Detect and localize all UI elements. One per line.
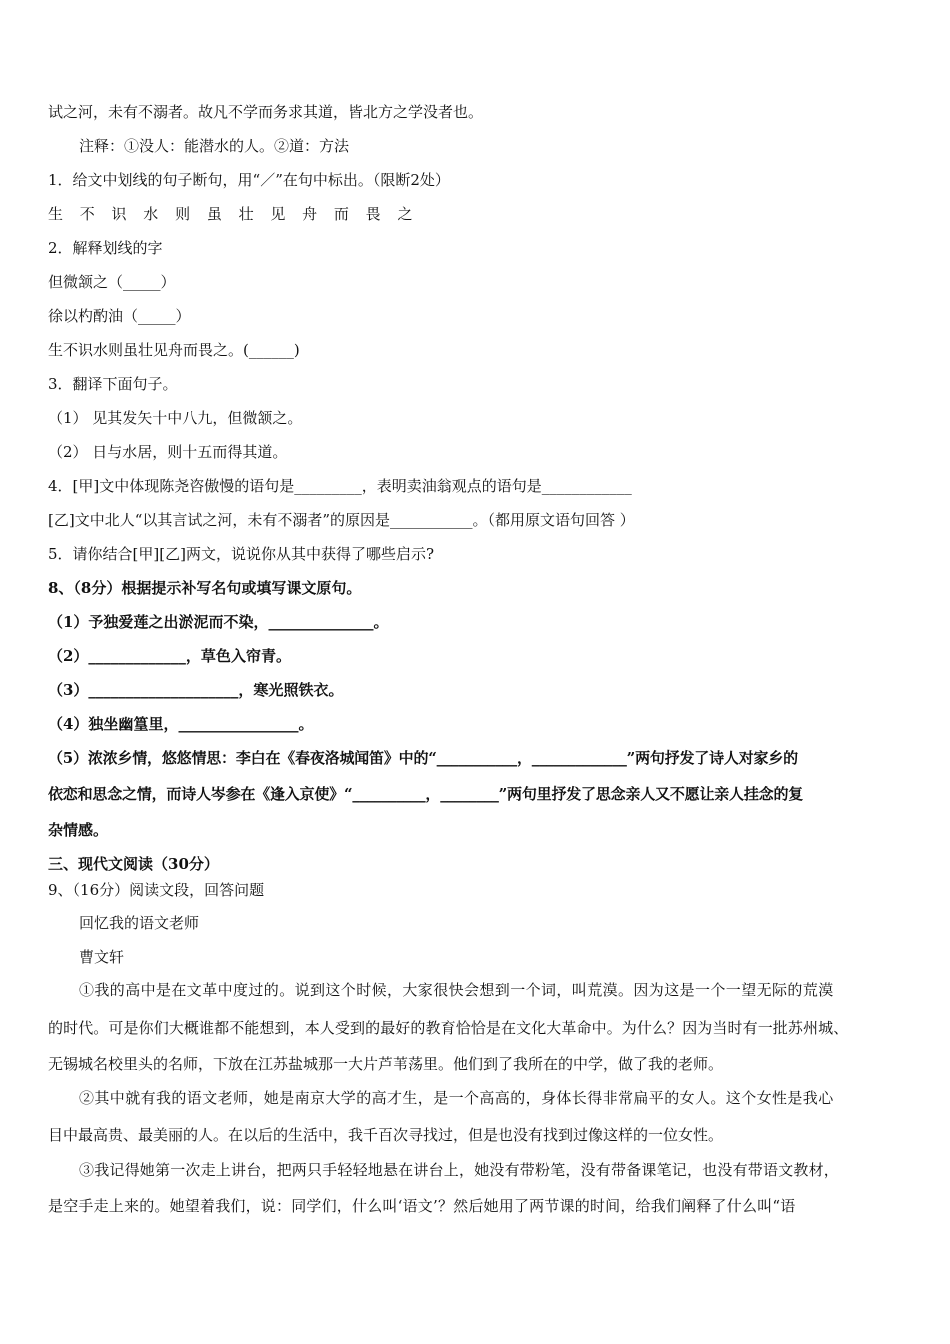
question-4-part-2: [乙]文中北人“以其言试之河，未有不溺者”的原因是___________。（都用原文语句回答 ） <box>48 511 635 529</box>
question-3: 3．翻译下面句子。 <box>48 375 178 393</box>
question-9: 9、（16分）阅读文段，回答问题 <box>48 881 265 899</box>
paragraph-line: ③我记得她第一次走上讲台，把两只手轻轻地悬在讲台上，她没有带粉笔，没有带备课笔记，也没有带语文教材， <box>79 1161 840 1179</box>
fill-item: （3）____________________，寒光照铁衣。 <box>48 681 344 699</box>
translate-item: （1） 见其发矢十中八九，但微颔之。 <box>48 409 303 427</box>
question-4: 4．[甲]文中体现陈尧咨傲慢的语句是_________，表明卖油翁观点的语句是____________ <box>48 477 632 495</box>
question-1: 1．给文中划线的句子断句，用“／”在句中标出。（限断2处） <box>48 171 450 189</box>
question-5: 5．请你结合[甲][乙]两文，说说你从其中获得了哪些启示? <box>48 545 434 563</box>
article-title: 回忆我的语文老师 <box>79 914 200 932</box>
paragraph-line: 无锡城名校里头的名师，下放在江苏盐城那一大片芦苇荡里。他们到了我所在的中学，做了我的老师。 <box>48 1055 724 1073</box>
fill-item-5: （5）浓浓乡情，悠悠情思：李白在《春夜洛城闻笛》中的“___________，_____________”两句抒发了诗人对家乡的 <box>48 749 798 767</box>
paragraph-line: 目中最高贵、最美丽的人。在以后的生活中，我千百次寻找过，但是也没有找到过像这样的一位女性。 <box>48 1126 724 1144</box>
section-heading: 三、现代文阅读（30分） <box>48 855 219 873</box>
article-author: 曹文轩 <box>79 948 125 966</box>
fill-item: （4）独坐幽篁里，________________。 <box>48 715 314 733</box>
paragraph-line: 是空手走上来的。她望着我们，说：同学们，什么叫‘语文’？然后她用了两节课的时间，给我们阐释了什么叫“语 <box>48 1197 796 1215</box>
fill-item: （2）_____________，草色入帘青。 <box>48 647 291 665</box>
word-item: 但微颔之（_____） <box>48 273 176 291</box>
text-line: 试之河，未有不溺者。故凡不学而务求其道，皆北方之学没者也。 <box>48 103 484 121</box>
annotation-note: 注释：①没人：能潜水的人。②道：方法 <box>79 137 350 155</box>
word-item: 徐以杓酌油（_____） <box>48 307 191 325</box>
fill-item-5-cont: 依恋和思念之情，而诗人岑参在《逢入京使》“__________，________”两句里抒发了思念亲人又不愿让亲人挂念的复 <box>48 785 804 803</box>
question-2: 2．解释划线的字 <box>48 239 163 257</box>
paragraph-line: ①我的高中是在文革中度过的。说到这个时候，大家很快会想到一个词，叫荒漠。因为这是一个一望无际的荒漠 <box>79 981 834 999</box>
fill-item: （1）予独爱莲之出淤泥而不染，______________。 <box>48 613 389 631</box>
punctuation-sentence: 生 不 识 水 则 虽 壮 见 舟 而 畏 之 <box>48 205 419 223</box>
paragraph-line: 的时代。可是你们大概谁都不能想到，本人受到的最好的教育恰恰是在文化大革命中。为什么？因为当时有一批苏州城、 <box>48 1019 849 1037</box>
question-8-heading: 8、（8分）根据提示补写名句或填写课文原句。 <box>48 579 362 597</box>
translate-item: （2） 日与水居，则十五而得其道。 <box>48 443 288 461</box>
fill-item-5-end: 杂情感。 <box>48 821 109 839</box>
paragraph-line: ②其中就有我的语文老师，她是南京大学的高才生，是一个高高的，身体长得非常扁平的女人。这个女性是我心 <box>79 1089 834 1107</box>
word-item: 生不识水则虽壮见舟而畏之。(______) <box>48 341 300 359</box>
